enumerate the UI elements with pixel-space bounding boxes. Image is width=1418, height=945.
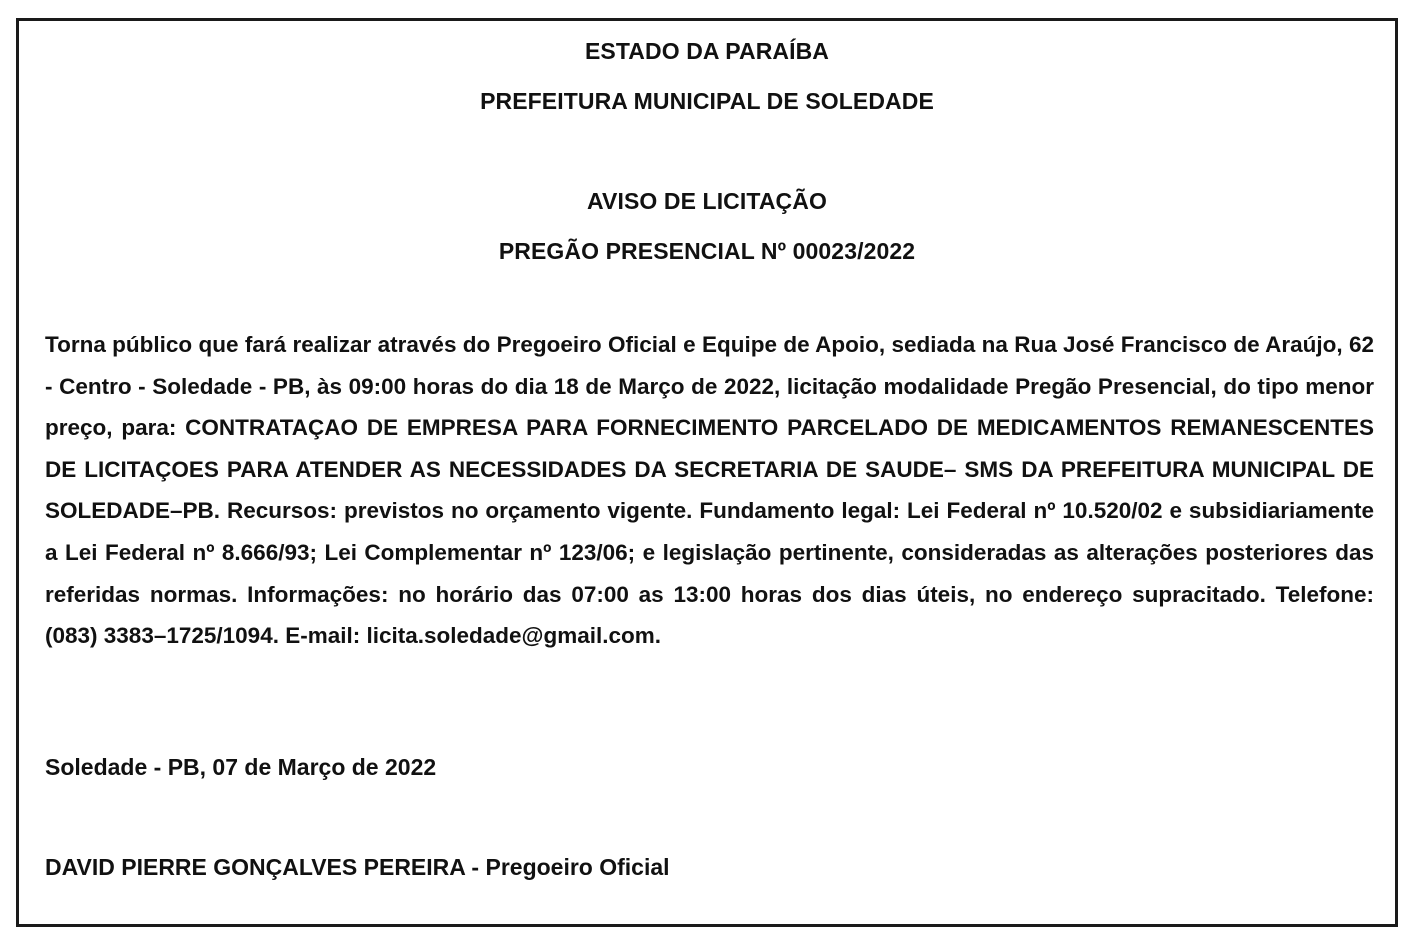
municipality-heading: PREFEITURA MUNICIPAL DE SOLEDADE (480, 88, 934, 114)
notice-frame (16, 18, 1398, 927)
signer-name: DAVID PIERRE GONÇALVES PEREIRA (45, 854, 466, 880)
notice-title: AVISO DE LICITAÇÃO (587, 188, 827, 214)
procedure-number: PREGÃO PRESENCIAL Nº 00023/2022 (498, 238, 916, 264)
state-heading: ESTADO DA PARAÍBA (584, 38, 830, 64)
signature-separator: - (465, 854, 486, 880)
notice-body: Torna público que fará realizar através do Pregoeiro Oficial e Equipe de Apoio, sediada na Rua José Francisco de Araújo, 62 - Centro - Soledade - PB, às 09:00 horas do dia 18 de Março de 2022, licitação modalidade Pregão Presencial, do tipo menor preço, para: CONTRATAÇAO DE EMPRESA PARA FORNECIMENTO PARCELADO DE MEDICAMENTOS REMANESCENTES DE LICITAÇOES PARA ATENDER AS NECESSIDADES DA SECRETARIA DE SAUDE– SMS DA PREFEITURA MUNICIPAL DE SOLEDADE–PB. Recursos: previstos no orçamento vigente. Fundamento legal: Lei Federal nº 10.520/02 e subsidiariamente a Lei Federal nº 8.666/93; Lei Complementar nº 123/06; e legislação pertinente, consideradas as alterações posteriores das referidas normas. Informações: no horário das 07:00 as 13:00 horas dos dias úteis, no endereço supracitado. Telefone: (083) 3383–1725/1094. E-mail: licita.soledade@gmail.com. (45, 332, 1374, 649)
place-date: Soledade - PB, 07 de Março de 2022 (45, 754, 437, 780)
signature-line (45, 854, 670, 881)
signer-role: Pregoeiro Oficial (485, 854, 670, 880)
